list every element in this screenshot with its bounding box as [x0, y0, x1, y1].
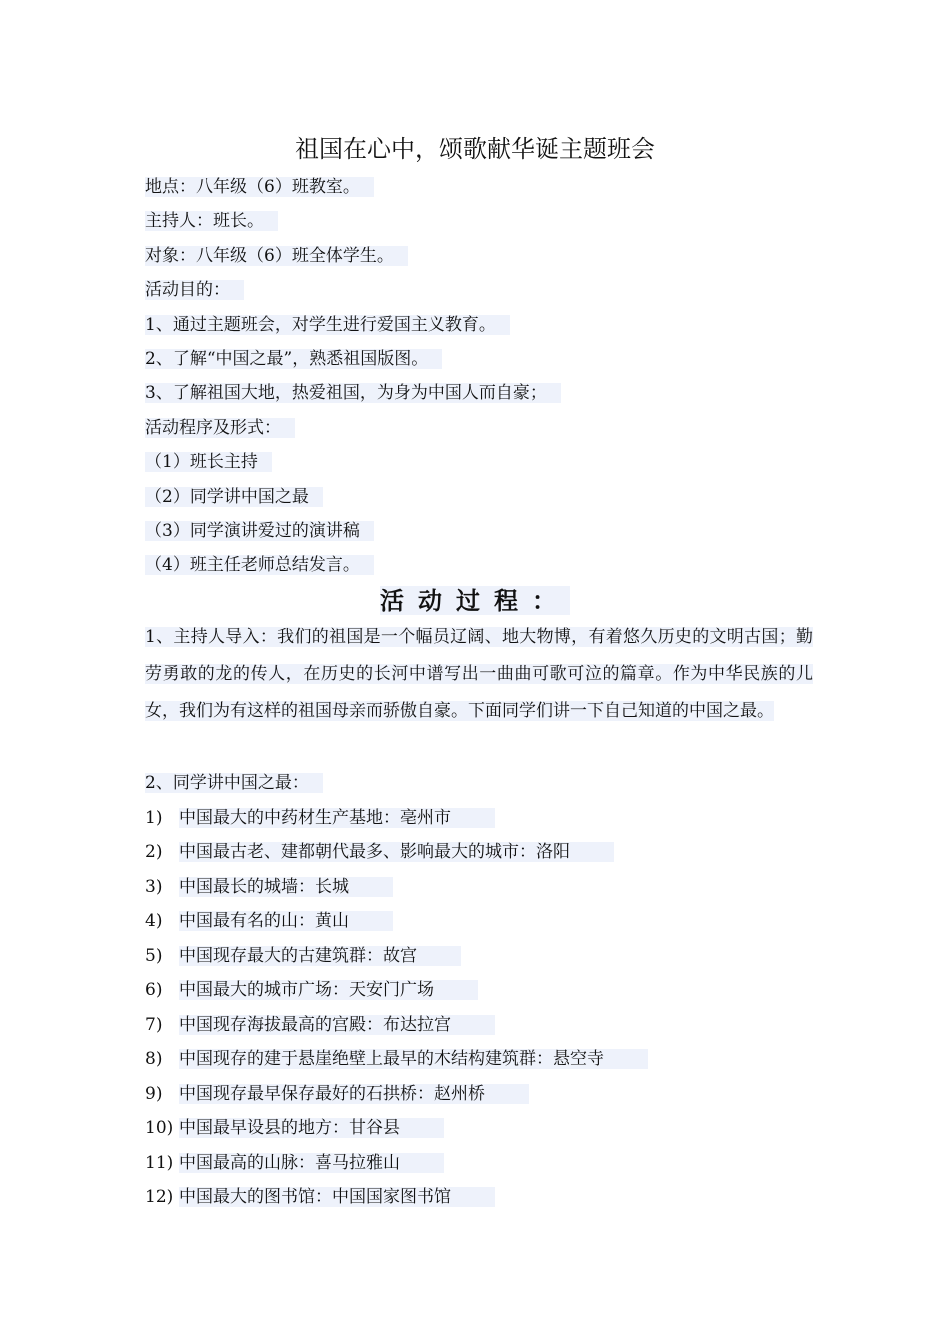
- info-host: [145, 209, 278, 233]
- fact-text: 中国最大的城市广场：天安门广场: [179, 980, 478, 1000]
- program-item-text: （3）同学演讲爱过的演讲稿: [145, 521, 374, 541]
- fact-item: [145, 1116, 444, 1140]
- fact-number: 5): [145, 946, 163, 966]
- program-item-text: （4）班主任老师总结发言。: [145, 555, 374, 575]
- fact-text: 中国最长的城墙：长城: [179, 877, 393, 897]
- facts-label: [145, 771, 323, 795]
- fact-item: [145, 1047, 648, 1071]
- fact-text: 中国最早设县的地方：甘谷县: [179, 1118, 444, 1138]
- purpose-item: [145, 347, 442, 371]
- purpose-item: [145, 313, 510, 337]
- fact-number: 4): [145, 911, 163, 931]
- process-heading-text: 活动过程：: [380, 586, 570, 615]
- fact-number: 8): [145, 1049, 163, 1069]
- intro-paragraph: [145, 619, 813, 730]
- fact-number: 12): [145, 1187, 174, 1207]
- program-item: [145, 519, 374, 543]
- fact-number: 7): [145, 1015, 163, 1035]
- purpose-label-text: 活动目的：: [145, 280, 244, 300]
- intro-paragraph-text: 1、主持人导入：我们的祖国是一个幅员辽阔、地大物博，有着悠久历史的文明古国；勤劳勇敢的龙的传人，在历史的长河中谱写出一曲曲可歌可泣的篇章。作为中华民族的儿女，我们为有这样的祖国母亲而骄傲自豪。下面同学们讲一下自己知道的中国之最。: [145, 627, 813, 721]
- program-item: [145, 553, 374, 577]
- program-label-text: 活动程序及形式：: [145, 418, 295, 438]
- fact-text: 中国最古老、建都朝代最多、影响最大的城市：洛阳: [179, 842, 614, 862]
- fact-text: 中国最大的中药材生产基地：亳州市: [179, 808, 495, 828]
- purpose-item: [145, 381, 561, 405]
- info-place: [145, 175, 374, 199]
- page-title: 祖国在心中，颂歌献华诞主题班会: [295, 135, 655, 163]
- fact-number: 10): [145, 1118, 174, 1138]
- fact-text: 中国最高的山脉：喜马拉雅山: [179, 1153, 444, 1173]
- purpose-item-text: 3、了解祖国大地，热爱祖国，为身为中国人而自豪；: [145, 383, 561, 403]
- purpose-item-text: 1、通过主题班会，对学生进行爱国主义教育。: [145, 315, 510, 335]
- fact-item: [145, 1151, 444, 1175]
- fact-item: [145, 944, 461, 968]
- program-item-text: （1）班长主持: [145, 452, 272, 472]
- fact-item: [145, 909, 393, 933]
- fact-text: 中国现存最早保存最好的石拱桥：赵州桥: [179, 1084, 529, 1104]
- purpose-label: [145, 278, 244, 302]
- fact-number: 2): [145, 842, 163, 862]
- fact-text: 中国最有名的山：黄山: [179, 911, 393, 931]
- fact-text: 中国现存的建于悬崖绝壁上最早的木结构建筑群：悬空寺: [179, 1049, 648, 1069]
- process-heading: [0, 584, 950, 618]
- program-item: [145, 450, 272, 474]
- fact-text: 中国现存最大的古建筑群：故宫: [179, 946, 461, 966]
- fact-item: [145, 875, 393, 899]
- fact-number: 6): [145, 980, 163, 1000]
- fact-item: [145, 1185, 495, 1209]
- info-audience-text: 对象：八年级（6）班全体学生。: [145, 246, 408, 266]
- fact-number: 3): [145, 877, 163, 897]
- info-audience: [145, 244, 408, 268]
- program-item-text: （2）同学讲中国之最: [145, 487, 323, 507]
- fact-item: [145, 840, 614, 864]
- program-item: [145, 485, 323, 509]
- fact-text: 中国最大的图书馆：中国国家图书馆: [179, 1187, 495, 1207]
- fact-item: [145, 978, 478, 1002]
- program-label: [145, 416, 295, 440]
- facts-label-text: 2、同学讲中国之最：: [145, 773, 323, 793]
- fact-item: [145, 806, 495, 830]
- purpose-item-text: 2、了解“中国之最”，熟悉祖国版图。: [145, 349, 442, 369]
- fact-text: 中国现存海拔最高的宫殿：布达拉宫: [179, 1015, 495, 1035]
- info-host-text: 主持人：班长。: [145, 211, 278, 231]
- fact-number: 9): [145, 1084, 163, 1104]
- fact-item: [145, 1082, 529, 1106]
- info-place-text: 地点：八年级（6）班教室。: [145, 177, 374, 197]
- fact-number: 11): [145, 1153, 174, 1173]
- fact-number: 1): [145, 808, 163, 828]
- fact-item: [145, 1013, 495, 1037]
